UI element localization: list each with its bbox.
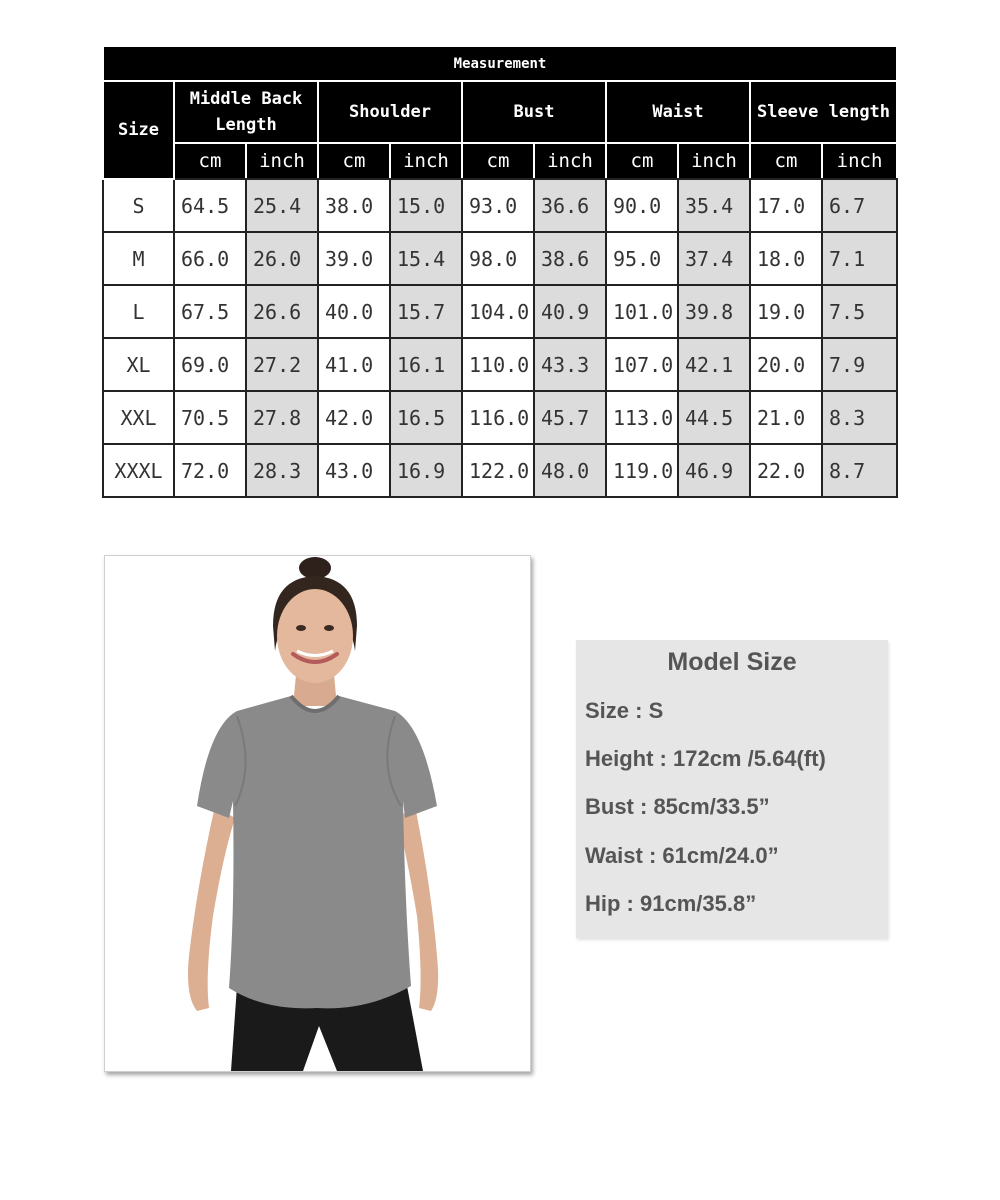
inch-value-cell: 44.5 (678, 391, 750, 444)
cm-value-cell: 42.0 (318, 391, 390, 444)
cm-value-cell: 107.0 (606, 338, 678, 391)
inch-value-cell: 43.3 (534, 338, 606, 391)
inch-value-cell: 26.0 (246, 232, 318, 285)
inch-value-cell: 27.8 (246, 391, 318, 444)
inch-value-cell: 8.3 (822, 391, 897, 444)
inch-value-cell: 28.3 (246, 444, 318, 497)
size-cell: XL (103, 338, 174, 391)
inch-value-cell: 39.8 (678, 285, 750, 338)
size-cell: L (103, 285, 174, 338)
unit-header: cm (606, 143, 678, 179)
unit-header: cm (174, 143, 246, 179)
unit-header: inch (822, 143, 897, 179)
cm-value-cell: 64.5 (174, 179, 246, 232)
model-illustration (105, 556, 530, 1071)
model-size-title: Model Size (667, 648, 797, 676)
cm-value-cell: 22.0 (750, 444, 822, 497)
size-cell: XXL (103, 391, 174, 444)
group-header-sleeve-length: Sleeve length (750, 81, 897, 143)
inch-value-cell: 42.1 (678, 338, 750, 391)
table-body (103, 179, 897, 497)
inch-value-cell: 16.1 (390, 338, 462, 391)
unit-header: inch (678, 143, 750, 179)
inch-value-cell: 36.6 (534, 179, 606, 232)
cm-value-cell: 18.0 (750, 232, 822, 285)
table-row (103, 444, 897, 497)
inch-value-cell: 40.9 (534, 285, 606, 338)
cm-value-cell: 93.0 (462, 179, 534, 232)
inch-value-cell: 46.9 (678, 444, 750, 497)
table-row (103, 232, 897, 285)
cm-value-cell: 119.0 (606, 444, 678, 497)
cm-value-cell: 67.5 (174, 285, 246, 338)
inch-value-cell: 8.7 (822, 444, 897, 497)
cm-value-cell: 21.0 (750, 391, 822, 444)
inch-value-cell: 26.6 (246, 285, 318, 338)
inch-value-cell: 7.1 (822, 232, 897, 285)
size-header: Size (103, 81, 174, 179)
table-row (103, 338, 897, 391)
cm-value-cell: 41.0 (318, 338, 390, 391)
table-row (103, 179, 897, 232)
group-header-middle-back-length: Middle Back Length (174, 81, 318, 143)
inch-value-cell: 35.4 (678, 179, 750, 232)
unit-header: inch (534, 143, 606, 179)
cm-value-cell: 116.0 (462, 391, 534, 444)
measurement-table (102, 45, 898, 498)
size-cell: S (103, 179, 174, 232)
inch-value-cell: 45.7 (534, 391, 606, 444)
unit-header: cm (462, 143, 534, 179)
cm-value-cell: 122.0 (462, 444, 534, 497)
inch-value-cell: 27.2 (246, 338, 318, 391)
size-cell: XXXL (103, 444, 174, 497)
cm-value-cell: 39.0 (318, 232, 390, 285)
model-waist-line: Waist : 61cm/24.0” (585, 843, 779, 868)
unit-header: inch (390, 143, 462, 179)
model-bust-line: Bust : 85cm/33.5” (585, 794, 770, 819)
inch-value-cell: 15.7 (390, 285, 462, 338)
inch-value-cell: 6.7 (822, 179, 897, 232)
model-height-line: Height : 172cm /5.64(ft) (585, 746, 826, 771)
unit-header: inch (246, 143, 318, 179)
cm-value-cell: 70.5 (174, 391, 246, 444)
table-row (103, 391, 897, 444)
inch-value-cell: 15.0 (390, 179, 462, 232)
cm-value-cell: 101.0 (606, 285, 678, 338)
model-size-line: Size : S (585, 698, 664, 723)
model-photo (104, 555, 531, 1072)
cm-value-cell: 66.0 (174, 232, 246, 285)
inch-value-cell: 16.5 (390, 391, 462, 444)
inch-value-cell: 38.6 (534, 232, 606, 285)
model-size-card (576, 640, 888, 938)
cm-value-cell: 19.0 (750, 285, 822, 338)
size-cell: M (103, 232, 174, 285)
cm-value-cell: 43.0 (318, 444, 390, 497)
group-header-shoulder: Shoulder (318, 81, 462, 143)
group-header-waist: Waist (606, 81, 750, 143)
model-hip-line: Hip : 91cm/35.8” (585, 891, 757, 916)
inch-value-cell: 37.4 (678, 232, 750, 285)
inch-value-cell: 48.0 (534, 444, 606, 497)
inch-value-cell: 25.4 (246, 179, 318, 232)
cm-value-cell: 90.0 (606, 179, 678, 232)
unit-header: cm (750, 143, 822, 179)
cm-value-cell: 38.0 (318, 179, 390, 232)
cm-value-cell: 110.0 (462, 338, 534, 391)
inch-value-cell: 7.9 (822, 338, 897, 391)
inch-value-cell: 16.9 (390, 444, 462, 497)
cm-value-cell: 98.0 (462, 232, 534, 285)
cm-value-cell: 113.0 (606, 391, 678, 444)
inch-value-cell: 15.4 (390, 232, 462, 285)
cm-value-cell: 95.0 (606, 232, 678, 285)
inch-value-cell: 7.5 (822, 285, 897, 338)
cm-value-cell: 20.0 (750, 338, 822, 391)
group-header-bust: Bust (462, 81, 606, 143)
cm-value-cell: 40.0 (318, 285, 390, 338)
cm-value-cell: 69.0 (174, 338, 246, 391)
table-title: Measurement (103, 46, 897, 81)
cm-value-cell: 104.0 (462, 285, 534, 338)
unit-header: cm (318, 143, 390, 179)
cm-value-cell: 17.0 (750, 179, 822, 232)
cm-value-cell: 72.0 (174, 444, 246, 497)
table-row (103, 285, 897, 338)
